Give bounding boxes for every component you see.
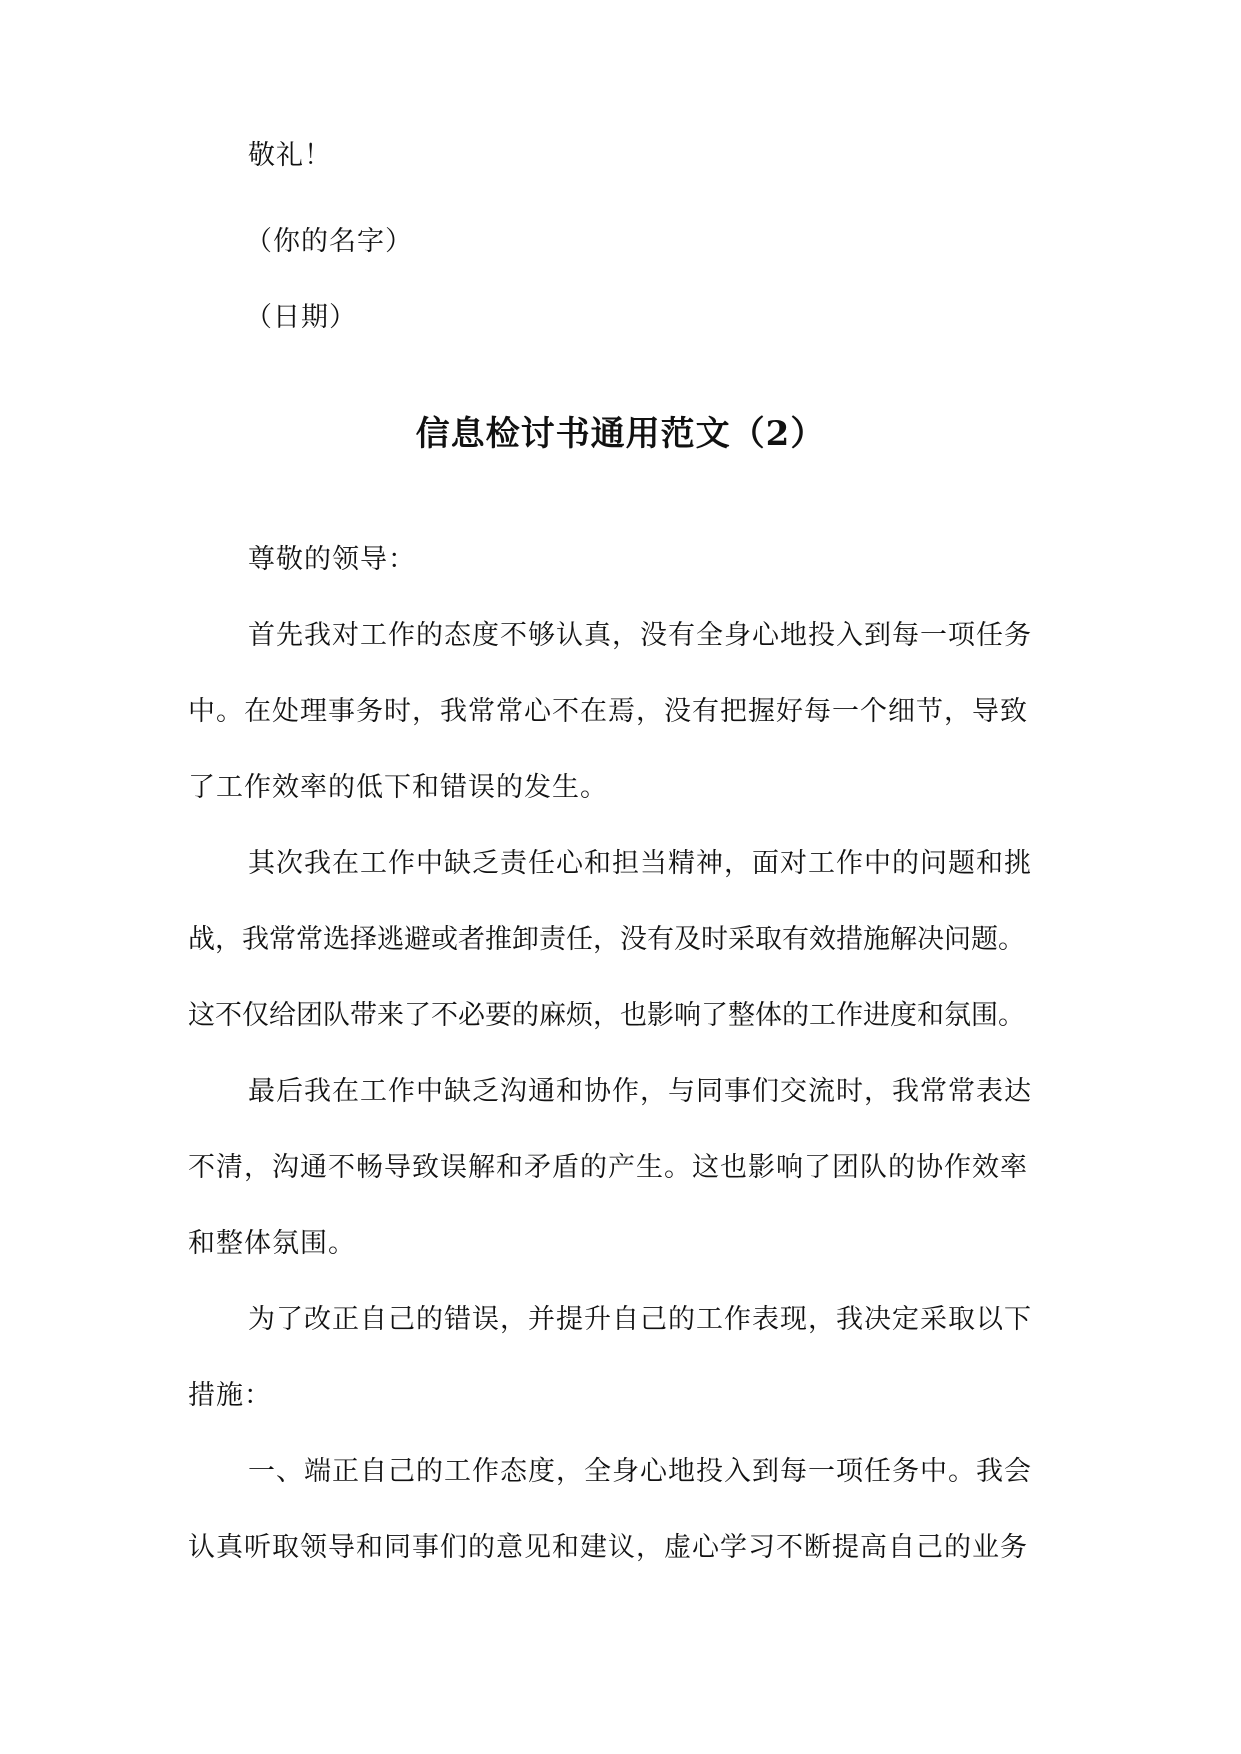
paragraph-line: 中。在处理事务时，我常常心不在焉，没有把握好每一个细节，导致 bbox=[188, 696, 1028, 727]
paragraph-line: 一、端正自己的工作态度，全身心地投入到每一项任务中。我会 bbox=[248, 1456, 1032, 1487]
paragraph-line: 为了改正自己的错误，并提升自己的工作表现，我决定采取以下 bbox=[248, 1304, 1032, 1335]
paragraph-line: 首先我对工作的态度不够认真，没有全身心地投入到每一项任务 bbox=[248, 620, 1032, 651]
paragraph-line: 这不仅给团队带来了不必要的麻烦，也影响了整体的工作进度和氛围。 bbox=[188, 1000, 1025, 1031]
paragraph-line: 了工作效率的低下和错误的发生。 bbox=[188, 772, 608, 803]
closing-date: （日期） bbox=[245, 302, 357, 333]
paragraph-line: 和整体氛围。 bbox=[188, 1228, 356, 1259]
paragraph-line: 其次我在工作中缺乏责任心和担当精神，面对工作中的问题和挑 bbox=[248, 848, 1032, 879]
greeting: 尊敬的领导： bbox=[248, 544, 416, 575]
closing-name: （你的名字） bbox=[245, 226, 413, 257]
document-title: 信息检讨书通用范文（2） bbox=[415, 414, 826, 454]
paragraph-line: 认真听取领导和同事们的意见和建议，虚心学习不断提高自己的业务 bbox=[188, 1532, 1028, 1563]
paragraph-line: 战，我常常选择逃避或者推卸责任，没有及时采取有效措施解决问题。 bbox=[188, 924, 1025, 955]
paragraph-line: 不清，沟通不畅导致误解和矛盾的产生。这也影响了团队的协作效率 bbox=[188, 1152, 1028, 1183]
paragraph-line: 最后我在工作中缺乏沟通和协作，与同事们交流时，我常常表达 bbox=[248, 1076, 1032, 1107]
closing-salute: 敬礼！ bbox=[248, 140, 332, 171]
paragraph-line: 措施： bbox=[188, 1380, 272, 1411]
